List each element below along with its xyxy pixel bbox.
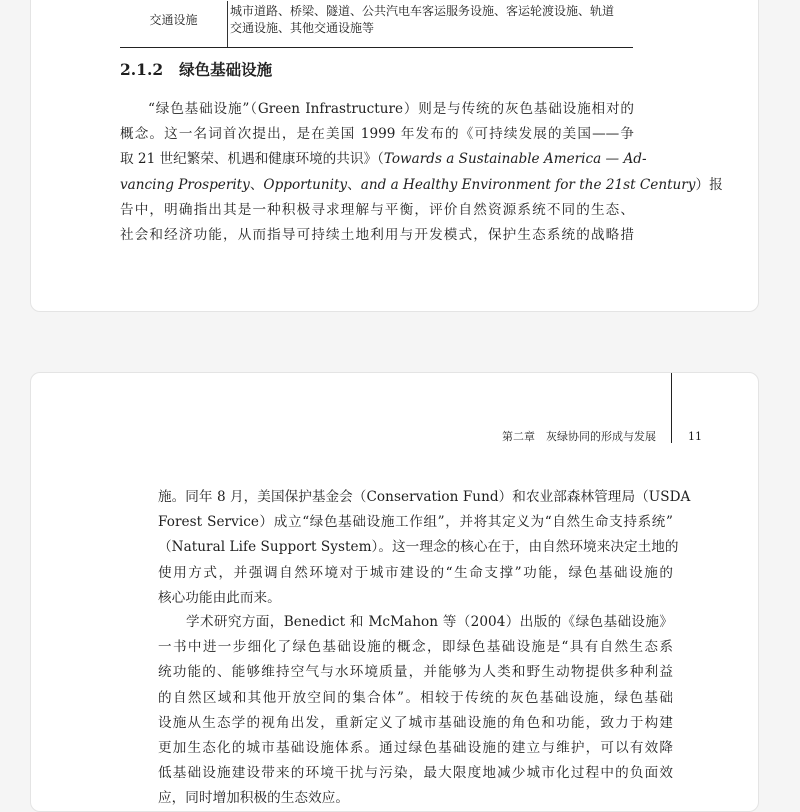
text-run: ）报 bbox=[695, 176, 723, 193]
facility-table bbox=[120, 1, 633, 48]
table-detail-line: 交通设施、其他交通设施等 bbox=[230, 21, 375, 35]
text-line: 学术研究方面，Benedict 和 McMahon 等（2004）出版的《绿色基础设施》 bbox=[186, 614, 673, 630]
table-cell-category: 交通设施 bbox=[149, 13, 198, 27]
book-title-italic: and a Healthy Environment for the 21st Century bbox=[360, 176, 696, 193]
text-line: “绿色基础设施”（Green Infrastructure）则是与传统的灰色基础设施相对的 bbox=[148, 101, 634, 117]
paragraph bbox=[158, 610, 673, 812]
text-line: （Natural Life Support System）。这一理念的核心在于，由自然环境来决定土地的 bbox=[158, 539, 679, 556]
text-line: 概念。这一名词首次提出，是在美国 1999 年发布的《可持续发展的美国——争 bbox=[120, 126, 634, 143]
text-line bbox=[120, 173, 723, 198]
text-line: 使用方式，并强调自然环境对于城市建设的“生命支撑”功能，绿色基础设施的 bbox=[158, 564, 673, 581]
running-header-title: 第二章 灰绿协同的形成与发展 bbox=[502, 430, 656, 443]
text-line: 统功能的、能够维持空气与水环境质量，并能够为人类和野生动物提供多种利益 bbox=[158, 664, 673, 681]
text-line: 低基础设施建设带来的环境干扰与污染，最大限度地减少城市化过程中的负面效 bbox=[158, 765, 673, 782]
text-line: Forest Service）成立“绿色基础设施工作组”，并将其定义为“自然生命支持系统” bbox=[158, 514, 673, 531]
text-line: 告中，明确指出其是一种积极寻求理解与平衡，评价自然资源系统不同的生态、 bbox=[120, 201, 634, 218]
text-line: 更加生态化的城市基础设施体系。通过绿色基础设施的建立与维护，可以有效降 bbox=[158, 739, 673, 756]
text-line: 施。同年 8 月，美国保护基金会（Conservation Fund）和农业部森林管理局（USDA bbox=[158, 489, 691, 505]
table-detail-line: 城市道路、桥梁、隧道、公共汽电车客运服务设施、客运轮渡设施、轨道 bbox=[230, 4, 615, 18]
text-run: 、 bbox=[249, 176, 264, 193]
text-line bbox=[120, 147, 647, 172]
page-bottom bbox=[30, 372, 759, 812]
table-cell-detail bbox=[230, 3, 632, 37]
paragraph bbox=[158, 485, 691, 611]
book-title-italic: vancing Prosperity bbox=[120, 176, 250, 193]
section-number: 2.1.2 bbox=[120, 60, 164, 79]
table-divider bbox=[227, 1, 228, 47]
page-top bbox=[30, 0, 759, 312]
book-title-italic: Opportunity bbox=[263, 176, 348, 193]
text-line: 一书中进一步细化了绿色基础设施的概念，即绿色基础设施是“具有自然生态系 bbox=[158, 639, 673, 656]
text-line: 应，同时增加积极的生态效应。 bbox=[158, 790, 350, 807]
header-rule bbox=[671, 373, 672, 443]
text-line: 核心功能由此而来。 bbox=[158, 589, 281, 606]
section-heading bbox=[120, 60, 272, 80]
text-run: 取 21 世纪繁荣、机遇和健康环境的共识》（ bbox=[120, 151, 384, 168]
text-run: 、 bbox=[347, 176, 361, 193]
text-line: 社会和经济功能，从而指导可持续土地利用与开发模式，保护生态系统的战略措 bbox=[120, 226, 634, 243]
section-title: 绿色基础设施 bbox=[179, 60, 273, 79]
paragraph bbox=[120, 97, 723, 248]
text-line: 设施从生态学的视角出发，重新定义了城市基础设施的角色和功能，致力于构建 bbox=[158, 714, 673, 731]
text-line: 的自然区域和其他开放空间的集合体”。相较于传统的灰色基础设施，绿色基础 bbox=[158, 689, 673, 706]
book-title-italic: Towards a Sustainable America — Ad- bbox=[383, 151, 647, 168]
page-number: 11 bbox=[688, 430, 702, 443]
